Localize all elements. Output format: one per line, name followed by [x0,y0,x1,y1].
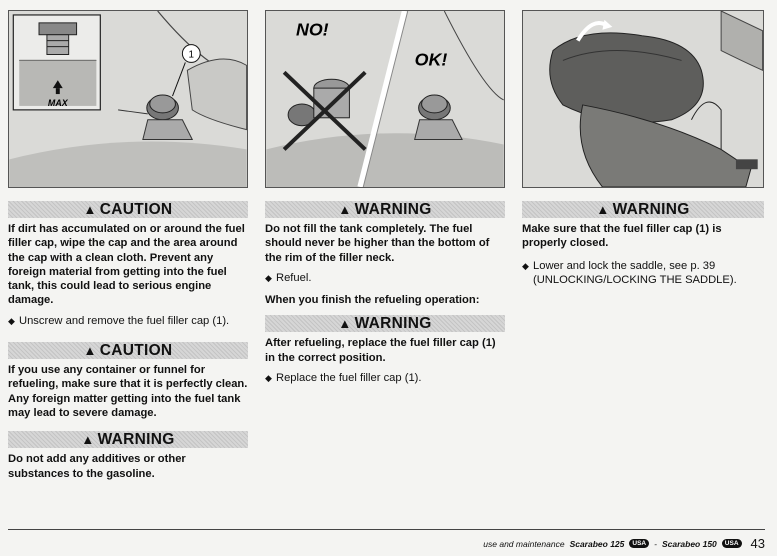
usa-badge: USA [629,539,649,548]
warning-title: WARNING [97,430,175,448]
page-number: 43 [750,536,765,551]
bullet-text: Replace the fuel filler cap (1). [276,372,422,385]
warning-triangle-icon: ▲ [83,343,97,359]
warning-text: Make sure that the fuel filler cap (1) is properly closed. [522,223,722,250]
caution-title: CAUTION [99,200,173,218]
caution-banner-2 [8,342,248,359]
bullet-text: Unscrew and remove the fuel filler cap (1). [19,314,230,327]
caution-text: If you use any container or funnel for refueling, make sure that it is perfectly clean. [8,364,248,391]
warning-text: Do not add any additives or other substances to the gasoline. [8,453,186,480]
warning-text: Do not fill the tank completely. The fuel should never be higher than the bottom of the rim of the filler neck. [265,223,490,264]
footer-model-1: Scarabeo 125 [569,538,625,549]
saddle-illustration [522,10,764,188]
bullet-diamond-icon: ◆ [8,315,15,326]
warning-title: WARNING [354,314,432,332]
fuel-cap-illustration [8,10,248,188]
warning-banner [265,201,505,218]
footer-use-text: use and maintenance [483,538,565,549]
page-footer [483,536,765,551]
warning-triangle-icon: ▲ [81,432,95,448]
warning-banner-2 [265,315,505,332]
warning-triangle-icon: ▲ [596,202,610,217]
bullet-text: Refuel. [276,271,312,284]
fuel-cap-drawing [9,11,247,187]
fill-level-drawing [266,11,504,187]
max-label: MAX [47,97,68,108]
warning-title: WARNING [612,200,690,218]
footer-divider [8,529,765,530]
bullet-text: Lower and lock the saddle, see p. 39 (UNLOCKING/LOCKING THE SADDLE). [533,259,737,286]
bullet-diamond-icon: ◆ [265,373,272,384]
ok-label: OK! [414,49,448,70]
column-3 [522,10,764,287]
bullet-diamond-icon: ◆ [265,272,272,283]
caution-banner [8,201,248,218]
bullet-item [522,259,764,288]
warning-triangle-icon: ▲ [338,202,352,217]
usa-badge-2: USA [722,539,742,548]
callout-1: 1 [188,49,195,61]
warning-banner [522,201,764,218]
caution-text: If dirt has accumulated on or around the fuel filler cap, wipe the cap and the area around the cap with a clean cloth. Prevent any foreign material from getting into the fuel tank, this could lead to serious engine damage. [8,223,245,307]
bullet-item [265,271,505,285]
footer-model-2: Scarabeo 150 [661,538,717,549]
bullet-item [8,314,248,328]
warning-banner [8,431,248,448]
column-1 [8,10,248,481]
fill-level-illustration [265,10,505,188]
warning-triangle-icon: ▲ [338,316,352,332]
no-label: NO! [296,19,329,40]
bullet-item [265,371,505,385]
caution-text-2: Any foreign matter getting into the fuel tank may lead to severe damage. [8,392,241,419]
caution-title: CAUTION [99,341,173,359]
footer-separator: - [654,538,657,549]
warning-title: WARNING [354,200,432,218]
warning-text: After refueling, replace the fuel filler cap (1) in the correct position. [265,337,496,364]
warning-triangle-icon: ▲ [83,202,97,217]
column-2 [265,10,505,385]
saddle-drawing [523,11,763,187]
bullet-diamond-icon: ◆ [522,260,529,271]
finish-text: When you finish the refueling operation: [265,294,480,307]
